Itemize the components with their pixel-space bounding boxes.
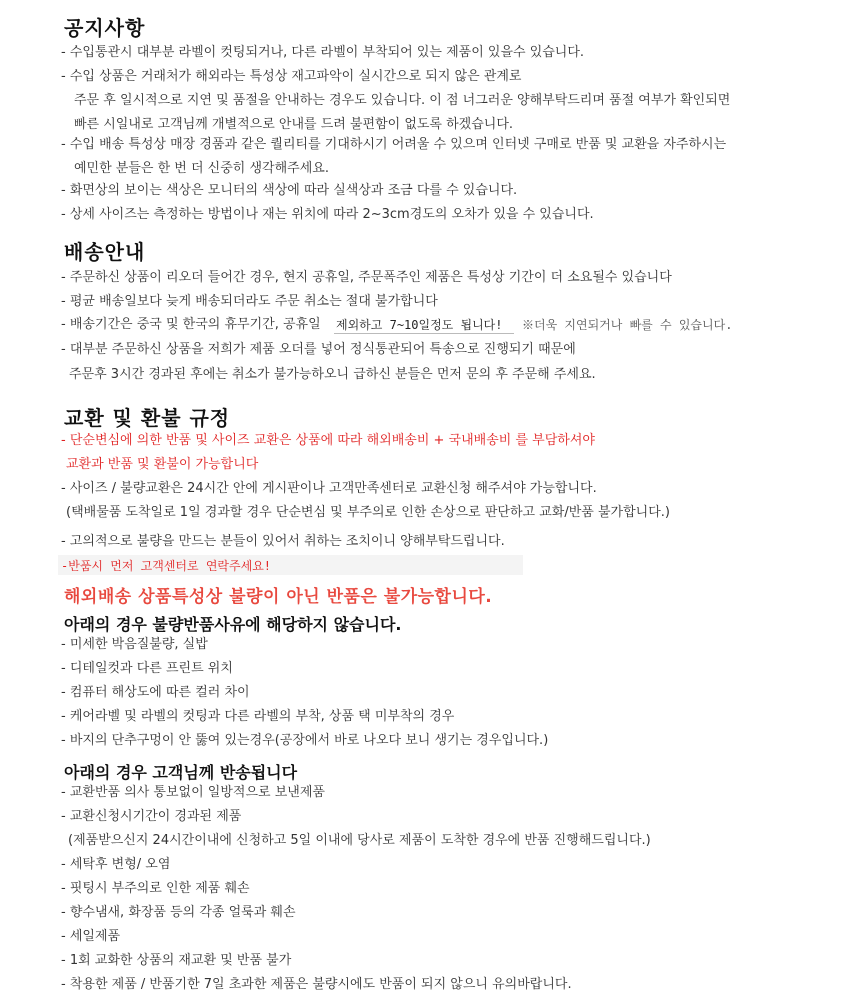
- exchange-red-line: - 단순변심에 의한 반품 및 사이즈 교환은 상품에 따라 해외배송비 + 국내배송비 를 부담하셔야: [61, 433, 595, 448]
- exchange-handwritten-note: -반품시 먼저 고객센터로 연락주세요!: [61, 559, 272, 573]
- notice-line: - 화면상의 보이는 색상은 모니터의 색상에 따라 실색상과 조금 다를 수 있습니다.: [61, 183, 518, 198]
- shipping-line: - 배송기간은 중국 및 한국의 휴무기간, 공휴일: [61, 317, 321, 332]
- notice-line: 예민한 분들은 한 번 더 신중히 생각해주세요.: [74, 161, 329, 176]
- notice-title: 공지사항: [64, 16, 146, 40]
- shipping-handwritten-note: 제외하고 7~10일정도 됩니다!: [336, 318, 503, 332]
- returned-item: - 착용한 제품 / 반품기한 7일 초과한 제품은 불량시에도 반품이 되지 않으니 유의바랍니다.: [61, 977, 572, 992]
- returned-item: - 1회 교화한 상품의 재교환 및 반품 불가: [61, 953, 292, 968]
- shipping-line: - 대부분 주문하신 상품을 저희가 제품 오더를 넣어 정식통관되어 특송으로 진행되기 때문에: [61, 342, 576, 357]
- exchange-line: - 사이즈 / 불량교환은 24시간 안에 게시판이나 고객만족센터로 교환신청 해주셔야 가능합니다.: [61, 481, 597, 496]
- notice-line: - 수입통관시 대부분 라벨이 컷팅되거나, 다른 라벨이 부착되어 있는 제품이 있을수 있습니다.: [61, 45, 585, 60]
- exchange-title: 교환 및 환불 규정: [64, 406, 231, 430]
- exchange-line: - 고의적으로 불량을 만드는 분들이 있어서 취하는 조치이니 양해부탁드립니다.: [61, 534, 505, 549]
- exchange-line: (택배물품 도착일로 1일 경과할 경우 단순변심 및 부주의로 인한 손상으로 판단하고 교화/반품 불가합니다.): [66, 505, 670, 520]
- returned-title: 아래의 경우 고객님께 반송됩니다: [64, 763, 298, 782]
- returned-item: - 세탁후 변형/ 오염: [61, 857, 171, 872]
- handwritten-underline: [334, 333, 514, 334]
- shipping-title: 배송안내: [64, 240, 146, 264]
- shipping-line: - 평균 배송일보다 늦게 배송되더라도 주문 취소는 절대 불가합니다: [61, 294, 438, 309]
- exchange-red-line: 교환과 반품 및 환불이 가능합니다: [66, 457, 259, 472]
- notice-line: - 수입 배송 특성상 매장 경품과 같은 퀄리티를 기대하시기 어려울 수 있으며 인터넷 구매로 반품 및 교환을 자주하시는: [61, 137, 727, 152]
- not-defect-item: - 바지의 단추구멍이 안 뚫여 있는경우(공장에서 바로 나오다 보니 생기는 경우입니다.): [61, 733, 549, 748]
- not-defect-item: - 컴퓨터 해상도에 따른 컬러 차이: [61, 685, 250, 700]
- notice-line: - 상세 사이즈는 측정하는 방법이나 재는 위치에 따라 2~3cm경도의 오차가 있을 수 있습니다.: [61, 207, 594, 222]
- returned-item: - 세일제품: [61, 929, 121, 944]
- shipping-delay-note: ※더욱 지연되거나 빠를 수 있습니다.: [522, 318, 733, 332]
- returned-item: - 향수냄새, 화장품 등의 각종 얼룩과 훼손: [61, 905, 296, 920]
- not-defect-title: 아래의 경우 불량반품사유에 해당하지 않습니다.: [64, 615, 402, 634]
- not-defect-item: - 디테일컷과 다른 프린트 위치: [61, 661, 233, 676]
- notice-line: 빠른 시일내로 고객님께 개별적으로 안내를 드려 불편함이 없도록 하겠습니다.: [74, 117, 514, 132]
- notice-line: - 수입 상품은 거래처가 해외라는 특성상 재고파악이 실시간으로 되지 않은 관계로: [61, 69, 522, 84]
- returned-item: - 교환신청시기간이 경과된 제품: [61, 809, 242, 824]
- returned-item: (제품받으신지 24시간이내에 신청하고 5일 이내에 당사로 제품이 도착한 경우에 반품 진행해드립니다.): [68, 833, 651, 848]
- notice-line: 주문 후 일시적으로 지연 및 품절을 안내하는 경우도 있습니다. 이 점 너그러운 양해부탁드리며 품절 여부가 확인되면: [74, 93, 731, 108]
- shipping-line: 주문후 3시간 경과된 후에는 취소가 불가능하오니 급하신 분들은 먼저 문의 후 주문해 주세요.: [69, 367, 596, 382]
- returned-item: - 교환반품 의사 통보없이 일방적으로 보낸제품: [61, 785, 325, 800]
- not-defect-item: - 케어라벨 및 라벨의 컷팅과 다른 라벨의 부착, 상품 택 미부착의 경우: [61, 709, 455, 724]
- not-defect-item: - 미세한 박음질불량, 실밥: [61, 637, 208, 652]
- returned-item: - 핏팅시 부주의로 인한 제품 훼손: [61, 881, 250, 896]
- exchange-warning: 해외배송 상품특성상 불량이 아닌 반품은 불가능합니다.: [64, 587, 493, 607]
- shipping-line: - 주문하신 상품이 리오더 들어간 경우, 현지 공휴일, 주문폭주인 제품은 특성상 기간이 더 소요될수 있습니다: [61, 270, 672, 285]
